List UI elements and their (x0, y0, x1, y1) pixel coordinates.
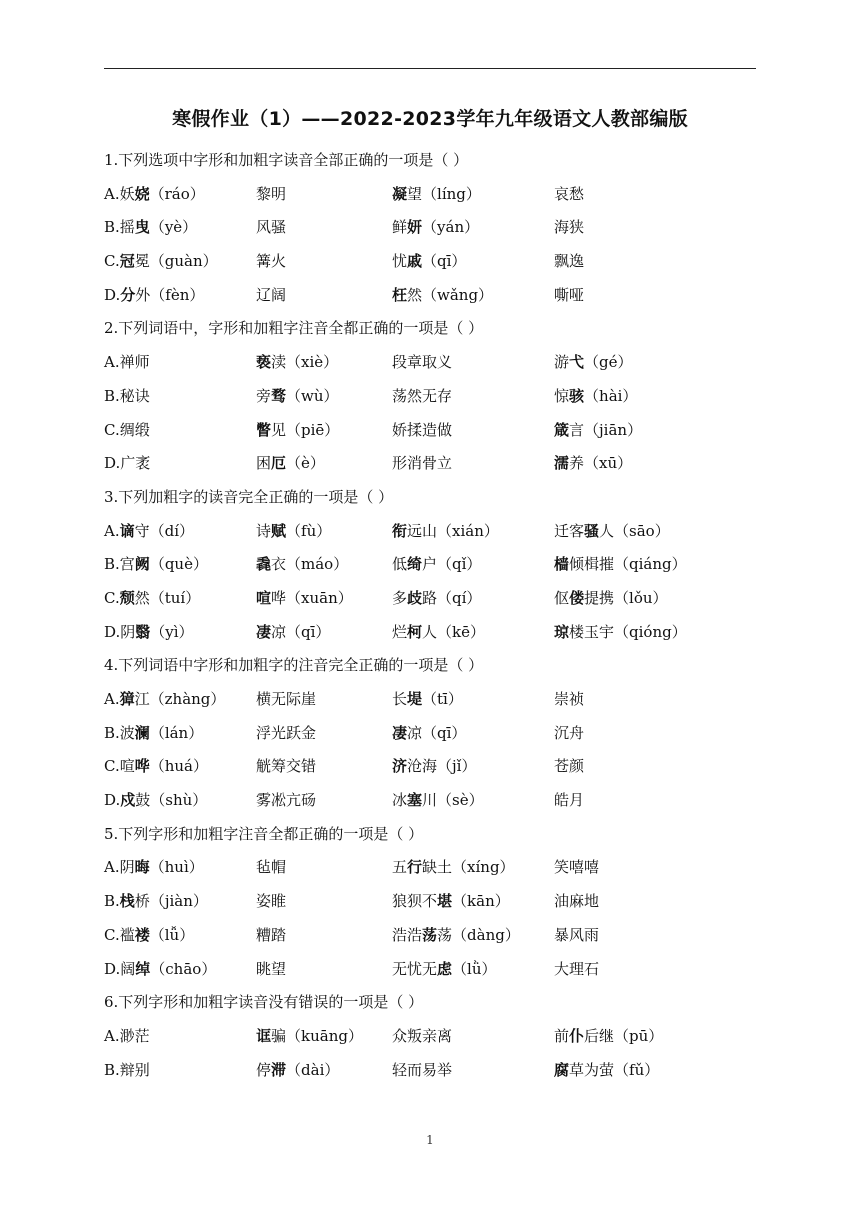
question-stem: 4.下列词语中字形和加粗字的注音完全正确的一项是（ ） (104, 656, 484, 675)
option-row (104, 1020, 764, 1054)
item-text: B.摇 (104, 218, 135, 237)
item-text: 伛 (554, 588, 570, 607)
option-item (256, 953, 286, 987)
item-text: 五 (392, 858, 408, 877)
option-item (392, 953, 497, 987)
option-item (104, 1020, 150, 1054)
bold-character: 衔 (392, 521, 408, 540)
item-pinyin: 见（piē） (271, 420, 340, 439)
item-pinyin: （tī） (422, 690, 463, 708)
option-item (256, 211, 286, 245)
item-pinyin: （ráo） (149, 184, 205, 203)
item-text: D. (104, 791, 121, 810)
option-item (256, 346, 338, 380)
item-text: 雾凇亢砀 (256, 791, 317, 810)
option-item (104, 750, 208, 784)
option-item (392, 717, 466, 751)
item-pinyin: （huá） (149, 757, 208, 776)
option-item (554, 1054, 659, 1088)
item-text: 众叛亲离 (392, 1026, 453, 1045)
option-item (256, 851, 286, 885)
item-text: 烂 (392, 622, 408, 641)
option-item (256, 515, 331, 549)
item-text: 娇揉造做 (392, 420, 453, 439)
option-item (256, 919, 286, 953)
item-text: 崇祯 (554, 690, 585, 708)
item-text: 停 (256, 1060, 272, 1079)
option-item (256, 885, 286, 919)
option-row (104, 447, 764, 481)
item-pinyin: 鼓（shù） (135, 791, 208, 810)
bold-character: 弋 (569, 353, 585, 372)
item-text: D.阔 (104, 959, 136, 978)
item-text: 笑嘻嘻 (554, 858, 600, 877)
item-text: A.渺茫 (104, 1026, 150, 1045)
option-item (104, 279, 204, 313)
question-stem: 3.下列加粗字的读音完全正确的一项是（ ） (104, 487, 394, 506)
item-pinyin: 凉（qī） (407, 723, 467, 742)
bold-character: 柯 (407, 622, 423, 641)
option-item (392, 548, 481, 582)
item-text: 多 (392, 588, 408, 607)
item-pinyin: （yè） (149, 218, 198, 237)
option-item (554, 1020, 663, 1054)
option-row (104, 178, 764, 212)
bold-character: 颓 (119, 588, 135, 607)
item-text: A.禅师 (104, 353, 150, 372)
item-pinyin: 人（kē） (422, 622, 485, 641)
item-pinyin: （chāo） (150, 959, 217, 978)
item-text: 油麻地 (554, 892, 600, 911)
option-item (554, 346, 633, 380)
bold-character: 荡 (422, 925, 438, 944)
item-pinyin: 远山（xián） (407, 521, 499, 540)
option-item (392, 178, 481, 212)
item-text: B.辩别 (104, 1060, 150, 1079)
option-item (256, 245, 286, 279)
bold-character: 绮 (407, 555, 423, 574)
item-pinyin: （què） (149, 555, 208, 574)
option-item (392, 784, 484, 818)
option-item (392, 515, 499, 549)
item-text: D.阴 (104, 622, 136, 641)
item-text: 大理石 (554, 959, 600, 978)
bold-character: 诓 (256, 1026, 272, 1045)
option-item (554, 211, 584, 245)
item-text: C. (104, 252, 120, 271)
option-item (554, 683, 584, 717)
option-item (554, 414, 642, 448)
item-text: 哀愁 (554, 184, 585, 203)
bold-character: 琼 (554, 622, 570, 641)
item-pinyin: 人（sāo） (599, 521, 670, 540)
item-pinyin: （dài） (286, 1060, 340, 1079)
option-item (104, 548, 208, 582)
item-text: C.喧 (104, 757, 135, 776)
option-item (104, 380, 150, 414)
option-item (392, 447, 452, 481)
option-item (104, 1054, 150, 1088)
item-text: D. (104, 285, 121, 304)
option-row (104, 784, 764, 818)
bold-character: 凄 (392, 723, 408, 742)
option-item (104, 515, 194, 549)
item-text: C. (104, 588, 120, 607)
option-row (104, 211, 764, 245)
option-row (104, 683, 764, 717)
item-text: 形消骨立 (392, 454, 453, 473)
item-text: A. (104, 690, 120, 708)
bold-character: 毳 (256, 555, 272, 574)
option-item (256, 683, 316, 717)
option-item (104, 211, 197, 245)
option-row (104, 380, 764, 414)
item-text: A. (104, 521, 120, 540)
question-stem: 6.下列字形和加粗字读音没有错误的一项是（ ） (104, 993, 424, 1012)
item-text: 旁 (256, 386, 272, 405)
option-item (392, 346, 452, 380)
item-pinyin: （lǜ） (452, 959, 497, 978)
option-item (392, 211, 479, 245)
bold-character: 樯 (554, 555, 570, 574)
option-item (554, 245, 584, 279)
item-pinyin: 后继（pū） (584, 1026, 664, 1045)
option-item (554, 380, 637, 414)
option-row (104, 414, 764, 448)
bold-character: 分 (120, 285, 136, 304)
item-pinyin: 守（dí） (134, 521, 195, 540)
bold-character: 堪 (437, 892, 453, 911)
bold-character: 戍 (120, 791, 136, 810)
option-item (554, 178, 584, 212)
bold-character: 塞 (407, 791, 423, 810)
option-item (256, 616, 330, 650)
item-pinyin: 言（jiān） (569, 420, 643, 439)
bold-character: 虑 (437, 959, 453, 978)
item-text: 前 (554, 1026, 570, 1045)
question-stem: 2.下列词语中，字形和加粗字注音全都正确的一项是（ ） (104, 319, 484, 338)
option-row (104, 717, 764, 751)
item-pinyin: 川（sè） (422, 791, 484, 810)
option-item (256, 548, 348, 582)
item-pinyin: 沧海（jǐ） (407, 757, 477, 776)
bold-character: 骇 (569, 386, 585, 405)
item-text: 暴风雨 (554, 925, 600, 944)
item-text: 惊 (554, 386, 570, 405)
option-item (392, 380, 452, 414)
item-text: A.妖 (104, 184, 135, 203)
item-text: 迁客 (554, 521, 585, 540)
bold-character: 翳 (135, 622, 151, 641)
item-text: 浩浩 (392, 925, 423, 944)
item-pinyin: 凉（qī） (271, 622, 331, 641)
item-pinyin: 江（zhàng） (134, 690, 226, 708)
bold-character: 凝 (392, 184, 408, 203)
option-item (392, 1054, 452, 1088)
option-item (104, 447, 150, 481)
item-text: 浮光跃金 (256, 723, 317, 742)
item-text: 黎明 (256, 184, 287, 203)
option-item (554, 279, 584, 313)
option-item (104, 683, 225, 717)
bold-character: 阙 (134, 555, 150, 574)
bold-character: 骛 (271, 386, 287, 405)
option-item (104, 717, 203, 751)
option-item (392, 616, 485, 650)
option-item (104, 616, 194, 650)
option-item (392, 683, 463, 717)
item-text: 毡帽 (256, 858, 287, 877)
item-text: 沉舟 (554, 723, 585, 742)
item-text: 横无际崖 (256, 690, 317, 708)
item-pinyin: 草为萤（fǔ） (569, 1060, 660, 1079)
item-text: 困 (256, 454, 272, 473)
bold-character: 骚 (584, 521, 600, 540)
option-item (554, 784, 584, 818)
option-row (104, 245, 764, 279)
bold-character: 行 (407, 858, 423, 877)
option-item (554, 447, 632, 481)
bold-character: 瞥 (256, 420, 272, 439)
item-pinyin: 渎（xiè） (271, 353, 339, 372)
question-stem: 5.下列字形和加粗字注音全都正确的一项是（ ） (104, 824, 424, 843)
item-text: 辽阔 (256, 285, 287, 304)
item-pinyin: （kān） (452, 892, 510, 911)
item-text: A.阴 (104, 858, 135, 877)
option-item (554, 919, 599, 953)
bold-character: 厄 (271, 454, 287, 473)
option-row (104, 616, 764, 650)
item-text: C.绸缎 (104, 420, 150, 439)
option-row (104, 953, 764, 987)
item-text: 无忧无 (392, 959, 438, 978)
item-pinyin: （yì） (150, 622, 194, 641)
option-item (104, 414, 150, 448)
option-item (104, 346, 150, 380)
option-row (104, 582, 764, 616)
bold-character: 栈 (119, 892, 135, 911)
option-row (104, 548, 764, 582)
item-pinyin: （fù） (286, 521, 332, 540)
option-item (104, 953, 216, 987)
option-item (554, 515, 670, 549)
option-row (104, 1054, 764, 1088)
item-pinyin: 衣（máo） (271, 555, 349, 574)
option-item (554, 582, 668, 616)
option-item (392, 919, 520, 953)
item-pinyin: （gé） (584, 353, 633, 372)
option-item (104, 245, 218, 279)
option-item (554, 616, 687, 650)
item-pinyin: 提携（lǒu） (584, 588, 668, 607)
item-text: B.宫 (104, 555, 135, 574)
bold-character: 喧 (256, 588, 272, 607)
bold-character: 晦 (134, 858, 150, 877)
option-item (256, 1020, 363, 1054)
option-item (554, 750, 584, 784)
option-item (392, 414, 452, 448)
bold-character: 枉 (392, 285, 408, 304)
bold-character: 凄 (256, 622, 272, 641)
option-item (554, 851, 599, 885)
item-text: 觥筹交错 (256, 757, 317, 776)
item-text: 姿睢 (256, 892, 287, 911)
question-list (104, 144, 764, 1087)
bold-character: 绰 (135, 959, 151, 978)
item-text: 皓月 (554, 791, 585, 810)
option-item (256, 447, 325, 481)
option-item (104, 582, 200, 616)
option-item (104, 851, 204, 885)
bold-character: 歧 (407, 588, 423, 607)
item-pinyin: 桥（jiàn） (134, 892, 208, 911)
item-pinyin: （lán） (149, 723, 204, 742)
header-rule (104, 68, 756, 69)
item-text: 游 (554, 353, 570, 372)
item-pinyin: 路（qí） (422, 588, 482, 607)
item-pinyin: 户（qǐ） (422, 555, 482, 574)
item-pinyin: 荡（dàng） (437, 925, 520, 944)
item-text: C.褴 (104, 925, 135, 944)
item-text: 海狭 (554, 218, 585, 237)
item-text: 糟踏 (256, 925, 287, 944)
option-item (104, 178, 205, 212)
option-item (392, 279, 493, 313)
option-item (104, 885, 208, 919)
item-text: 苍颜 (554, 757, 585, 776)
bold-character: 褛 (134, 925, 150, 944)
option-row (104, 515, 764, 549)
option-item (256, 178, 286, 212)
bold-character: 澜 (134, 723, 150, 742)
option-row (104, 885, 764, 919)
item-text: 长 (392, 690, 408, 708)
item-text: 眺望 (256, 959, 287, 978)
item-text: 嘶哑 (554, 285, 585, 304)
option-item (256, 750, 316, 784)
option-item (392, 750, 476, 784)
item-pinyin: （qī） (422, 252, 467, 271)
option-row (104, 346, 764, 380)
item-pinyin: （è） (286, 454, 325, 473)
option-item (104, 784, 207, 818)
option-item (104, 919, 194, 953)
item-pinyin: 缺土（xíng） (422, 858, 515, 877)
option-row (104, 750, 764, 784)
option-row (104, 851, 764, 885)
bold-character: 妍 (407, 218, 423, 237)
item-text: 段章取义 (392, 353, 453, 372)
item-pinyin: 哗（xuān） (271, 588, 353, 607)
option-item (554, 717, 584, 751)
item-text: 荡然无存 (392, 386, 453, 405)
item-pinyin: 倾楫摧（qiáng） (569, 555, 687, 574)
option-item (256, 380, 339, 414)
bold-character: 戚 (407, 252, 423, 271)
item-pinyin: 骗（kuāng） (271, 1026, 363, 1045)
option-item (392, 1020, 452, 1054)
bold-character: 偻 (569, 588, 585, 607)
option-item (392, 582, 481, 616)
option-item (392, 851, 515, 885)
item-pinyin: （wù） (286, 386, 339, 405)
item-text: 篝火 (256, 252, 287, 271)
item-pinyin: （huì） (149, 858, 204, 877)
bold-character: 谪 (119, 521, 135, 540)
option-item (256, 784, 316, 818)
bold-character: 仆 (569, 1026, 585, 1045)
bold-character: 娆 (134, 184, 150, 203)
option-item (554, 548, 687, 582)
item-text: B. (104, 892, 120, 911)
option-item (256, 414, 339, 448)
item-text: B.波 (104, 723, 135, 742)
page-title: 寒假作业（1）——2022-2023学年九年级语文人教部编版 (172, 108, 688, 130)
bold-character: 赋 (271, 521, 287, 540)
item-pinyin: 外（fèn） (135, 285, 205, 304)
page-number: 1 (426, 1133, 434, 1147)
item-text: 冰 (392, 791, 408, 810)
item-pinyin: 望（líng） (407, 184, 481, 203)
option-row (104, 279, 764, 313)
option-row (104, 919, 764, 953)
option-item (554, 953, 599, 987)
item-text: 诗 (256, 521, 272, 540)
bold-character: 滞 (271, 1060, 287, 1079)
item-text: 风骚 (256, 218, 287, 237)
bold-character: 冠 (119, 252, 135, 271)
option-item (256, 582, 353, 616)
item-text: 狼狈不 (392, 892, 438, 911)
item-pinyin: 冕（guàn） (134, 252, 218, 271)
item-pinyin: 然（wǎng） (407, 285, 494, 304)
item-text: 低 (392, 555, 408, 574)
option-item (392, 885, 510, 919)
item-text: 飘逸 (554, 252, 585, 271)
bold-character: 哗 (134, 757, 150, 776)
item-text: B.秘诀 (104, 386, 150, 405)
item-pinyin: 然（tuí） (134, 588, 201, 607)
item-pinyin: 楼玉宇（qióng） (569, 622, 687, 641)
bold-character: 箴 (554, 420, 570, 439)
item-pinyin: （yán） (422, 218, 480, 237)
question-stem: 1.下列选项中字形和加粗字读音全部正确的一项是（ ） (104, 151, 469, 169)
bold-character: 济 (392, 757, 408, 776)
bold-character: 獐 (119, 690, 135, 708)
bold-character: 亵 (256, 353, 272, 372)
item-pinyin: （hài） (584, 386, 638, 405)
item-pinyin: 养（xū） (569, 454, 633, 473)
item-text: 忧 (392, 252, 408, 271)
option-item (392, 245, 466, 279)
bold-character: 曳 (134, 218, 150, 237)
option-item (554, 885, 599, 919)
item-text: 鲜 (392, 218, 408, 237)
item-text: D.广袤 (104, 454, 151, 473)
bold-character: 堤 (407, 690, 423, 708)
option-item (256, 279, 286, 313)
bold-character: 腐 (554, 1060, 570, 1079)
item-pinyin: （lǚ） (149, 925, 195, 944)
bold-character: 濡 (554, 454, 570, 473)
option-item (256, 717, 316, 751)
item-text: 轻而易举 (392, 1060, 453, 1079)
option-item (256, 1054, 339, 1088)
